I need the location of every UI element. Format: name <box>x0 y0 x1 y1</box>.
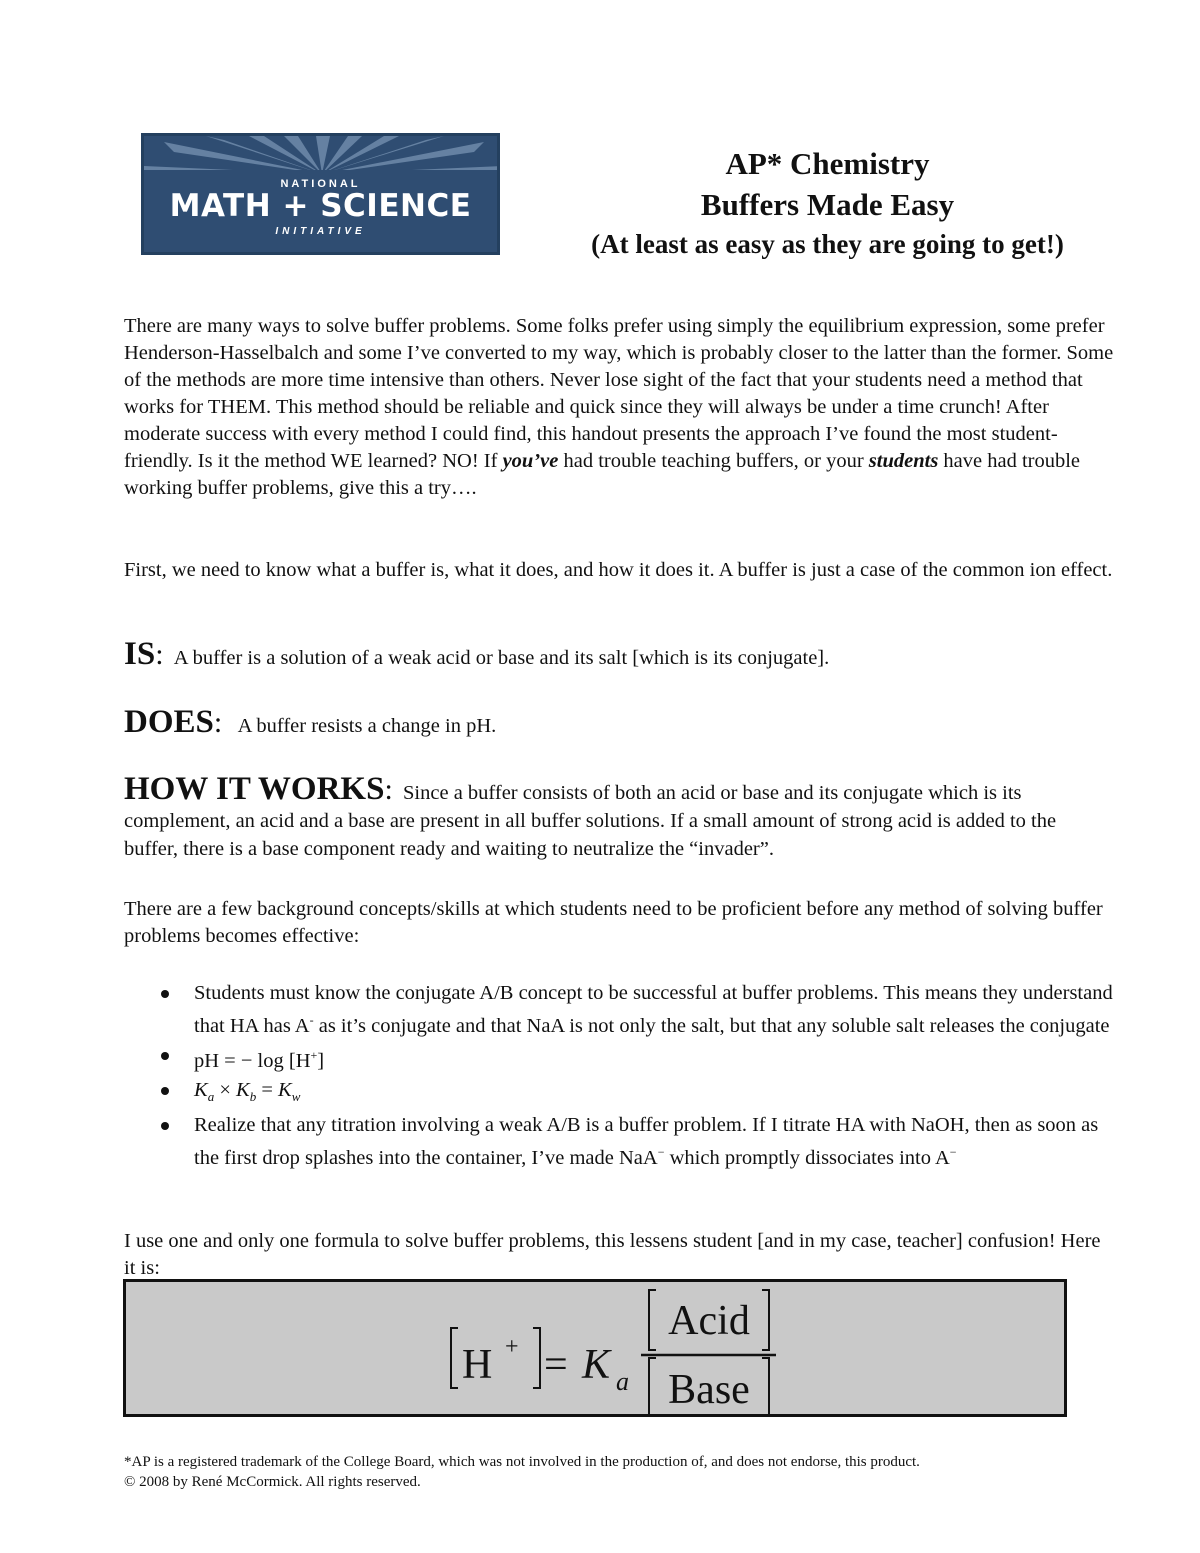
intro-text-3: have had trouble working buffer problems, give this a try…. <box>124 450 1081 499</box>
bullet4-sup2: − <box>949 1144 957 1159</box>
ka-sub: a <box>207 1088 215 1104</box>
equals-sign: = <box>256 1078 278 1101</box>
page-tagline: (At least as easy as they are going to get!) <box>591 229 1064 259</box>
formula-intro: I use one and only one formula to solve buffer problems, this lessens student [and in my case, teacher] confusion! Here it is: <box>124 1230 1101 1279</box>
list-item <box>160 980 1120 1040</box>
formula-equals: = <box>544 1342 568 1388</box>
bullet2-text-b: ] <box>317 1049 325 1072</box>
page-subtitle: Buffers Made Easy <box>700 187 955 222</box>
bullet4-sup1: − <box>657 1144 665 1159</box>
trademark-notice: *AP is a registered trademark of the College Board, which was not involved in the production of, and does not endorse, this product. <box>124 1454 920 1470</box>
is-text: A buffer is a solution of a weak acid or base and its salt [which is its conjugate]. <box>173 647 830 669</box>
intro-emphasis-students: students <box>868 450 939 472</box>
how-it-works <box>124 771 1114 863</box>
ka-k: K <box>194 1078 208 1101</box>
bullet4-text-a: Realize that any titration involving a weak A/B is a buffer problem. If I titrate HA with NaOH, then as soon as the first drop splashes into the container, I’ve made NaA <box>194 1113 1099 1169</box>
kw-sub: w <box>291 1088 301 1104</box>
intro-emphasis-youve: you’ve <box>502 450 559 472</box>
bullet1-sup: - <box>309 1013 314 1027</box>
formula-h: H <box>462 1342 493 1388</box>
list-item <box>160 1077 1120 1110</box>
first-paragraph: First, we need to know what a buffer is, what it does, and how it does it. A buffer is just a case of the common ion effect. <box>124 559 1113 581</box>
formula-denominator: Base <box>668 1367 750 1413</box>
list-item <box>160 1042 1120 1075</box>
formula-box <box>123 1279 1067 1417</box>
kb-k: K <box>236 1078 250 1101</box>
is-label: IS <box>124 636 156 672</box>
logo-national: NATIONAL <box>280 178 361 190</box>
is-colon: : <box>155 638 164 671</box>
kw-k: K <box>278 1078 292 1101</box>
intro-text-1: There are many ways to solve buffer problems. Some folks prefer using simply the equilibrium expression, some prefer Henderson-Hasselbalch and some I’ve converted to my way, which is probably closer to the latter than the former. Some of the methods are more time intensive than others. Never lose sight of the fact that your students need a method that works for THEM. This method should be reliable and quick since they will always be under a time crunch! After moderate success with every method I could find, this handout presents the approach I’ve found the most student-friendly. Is it the method WE learned? NO! If <box>124 315 1114 472</box>
copyright-notice: © 2008 by René McCormick. All rights reserved. <box>124 1474 421 1490</box>
concept-list <box>160 980 1120 1174</box>
kb-sub: b <box>249 1088 257 1104</box>
logo-math-science: MATH + SCIENCE <box>169 188 472 224</box>
is-definition <box>124 636 1114 672</box>
how-label: HOW IT WORKS <box>124 771 385 807</box>
how-text: Since a buffer consists of both an acid or base and its conjugate which is its complement, an acid and a base are present in all buffer solutions. If a small amount of strong acid is added to the buffer, there is a base component ready and waiting to neutralize the “invader”. <box>124 782 1057 860</box>
nmsi-logo <box>141 133 500 255</box>
formula-numerator: Acid <box>668 1298 750 1344</box>
how-colon: : <box>384 773 393 806</box>
intro-text-2: had trouble teaching buffers, or your <box>558 450 869 472</box>
page-title: AP* Chemistry <box>725 146 930 181</box>
formula-k: K <box>582 1342 611 1388</box>
bullet4-text-b: which promptly dissociates into A <box>664 1146 950 1169</box>
buffer-formula <box>126 1282 1064 1414</box>
bullet1-text-b: as it’s conjugate and that NaA is not only the salt, but that any soluble salt releases the conjugate <box>313 1014 1110 1037</box>
times-sign: × <box>214 1078 236 1101</box>
background-paragraph: There are a few background concepts/skills at which students need to be proficient before any method of solving buffer problems becomes effective: <box>124 898 1103 947</box>
bullet2-sup: + <box>310 1047 318 1062</box>
list-item <box>160 1112 1120 1172</box>
does-label: DOES <box>124 704 214 740</box>
footer <box>124 1452 1124 1492</box>
logo-initiative: INITIATIVE <box>275 226 366 237</box>
does-definition <box>124 704 1114 740</box>
does-text: A buffer resists a change in pH. <box>237 715 497 737</box>
formula-sub-a: a <box>616 1367 629 1396</box>
formula-plus: + <box>505 1334 519 1360</box>
does-colon: : <box>213 706 223 739</box>
title-block <box>545 143 1110 263</box>
intro-paragraph <box>124 313 1114 502</box>
bullet1-text-a: Students must know the conjugate A/B concept to be successful at buffer problems. This means they understand that HA has A <box>194 982 1113 1037</box>
bullet2-text-a: pH = − log [H <box>194 1049 311 1072</box>
